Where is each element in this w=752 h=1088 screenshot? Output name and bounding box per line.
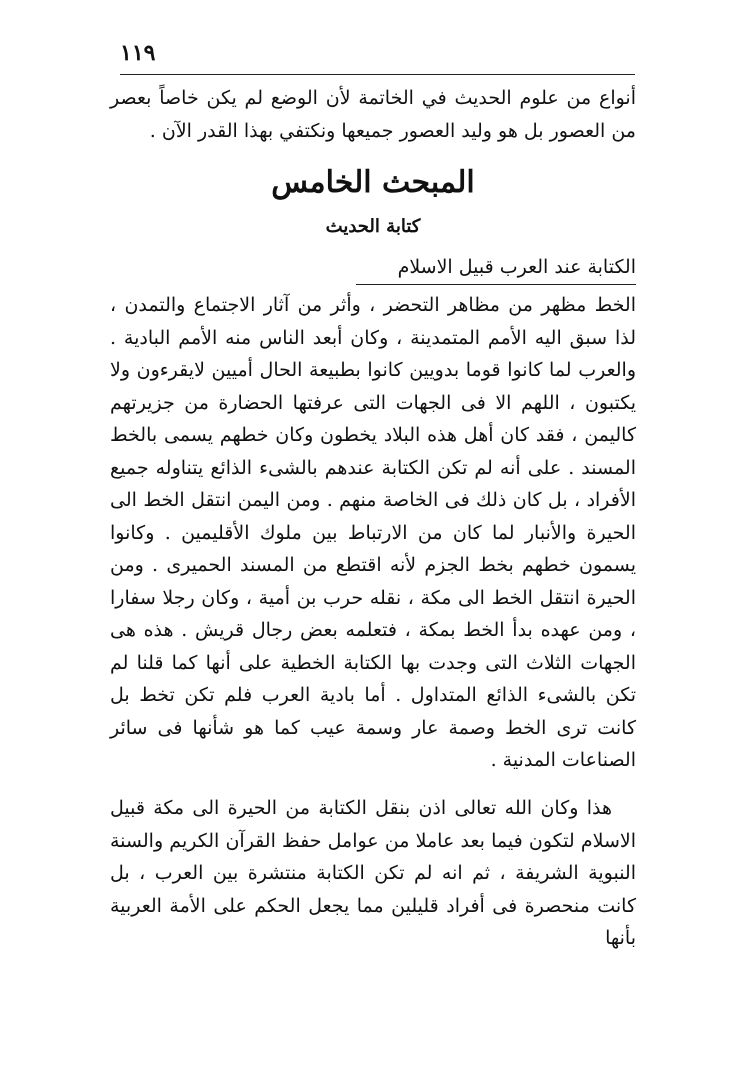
section-subtitle: كتابة الحديث: [325, 216, 421, 237]
header-rule: [120, 74, 635, 75]
page-number: ١١٩: [120, 40, 156, 66]
body-paragraph: هذا وكان الله تعالى اذن بنقل الكتابة من الحيرة الى مكة قبيل الاسلام لتكون فيما بعد عاملا من عوامل حفظ القرآن الكريم والسنة النبوية الشريفة ، ثم انه لم تكن الكتابة منتشرة بين العرب ، بل كانت منحصرة فى أفراد قليلين مما يجعل الحكم على الأمة العربية بأنها: [110, 797, 636, 949]
section-title: المبحث الخامس: [271, 165, 475, 200]
sub-heading-container: [356, 252, 636, 285]
body-paragraph: الخط مظهر من مظاهر التحضر ، وأثر من آثار الاجتماع والتمدن ، لذا سبق اليه الأمم المتمدينة ، وكان أبعد الناس منه الأمم البادية . والعرب لما كانوا قوما بدويين كانوا بطبيعة الحال أميين لايقرءون ولا يكتبون ، اللهم الا فى الجهات التى عرفتها الحضارة من جزيرتهم كاليمن ، فقد كان أهل هذه البلاد يخطون وكان خطهم يسمى بالخط المسند . على أنه لم تكن الكتابة عندهم بالشىء الذائع يتناوله جميع الأفراد ، بل كان ذلك فى الخاصة منهم . ومن اليمن انتقل الخط الى الحيرة والأنبار لما كان من الارتباط بين ملوك الأقليمين . وكانوا يسمون خطهم بخط الجزم لأنه اقتطع من المسند الحميرى . ومن الحيرة انتقل الخط الى مكة ، نقله حرب بن أمية ، وكان رجلا سفارا ، ومن عهده بدأ الخط بمكة ، فتعلمه بعض رجال قريش . هذه هى الجهات الثلاث التى وجدت بها الكتابة الخطية على أنها كما قلنا لم تكن بالشىء الذائع المتداول . أما بادية العرب فلم تكن تخط بل كانت ترى الخط وصمة عار وسمة عيب كما هو شأنها فى سائر الصناعات المدنية .: [110, 294, 636, 771]
sub-heading: الكتابة عند العرب قبيل الاسلام: [356, 252, 636, 285]
intro-paragraph: أنواع من علوم الحديث في الخاتمة لأن الوضع لم يكن خاصاً بعصر من العصور بل هو وليد العصور جميعها ونكتفي بهذا القدر الآن .: [110, 87, 636, 142]
